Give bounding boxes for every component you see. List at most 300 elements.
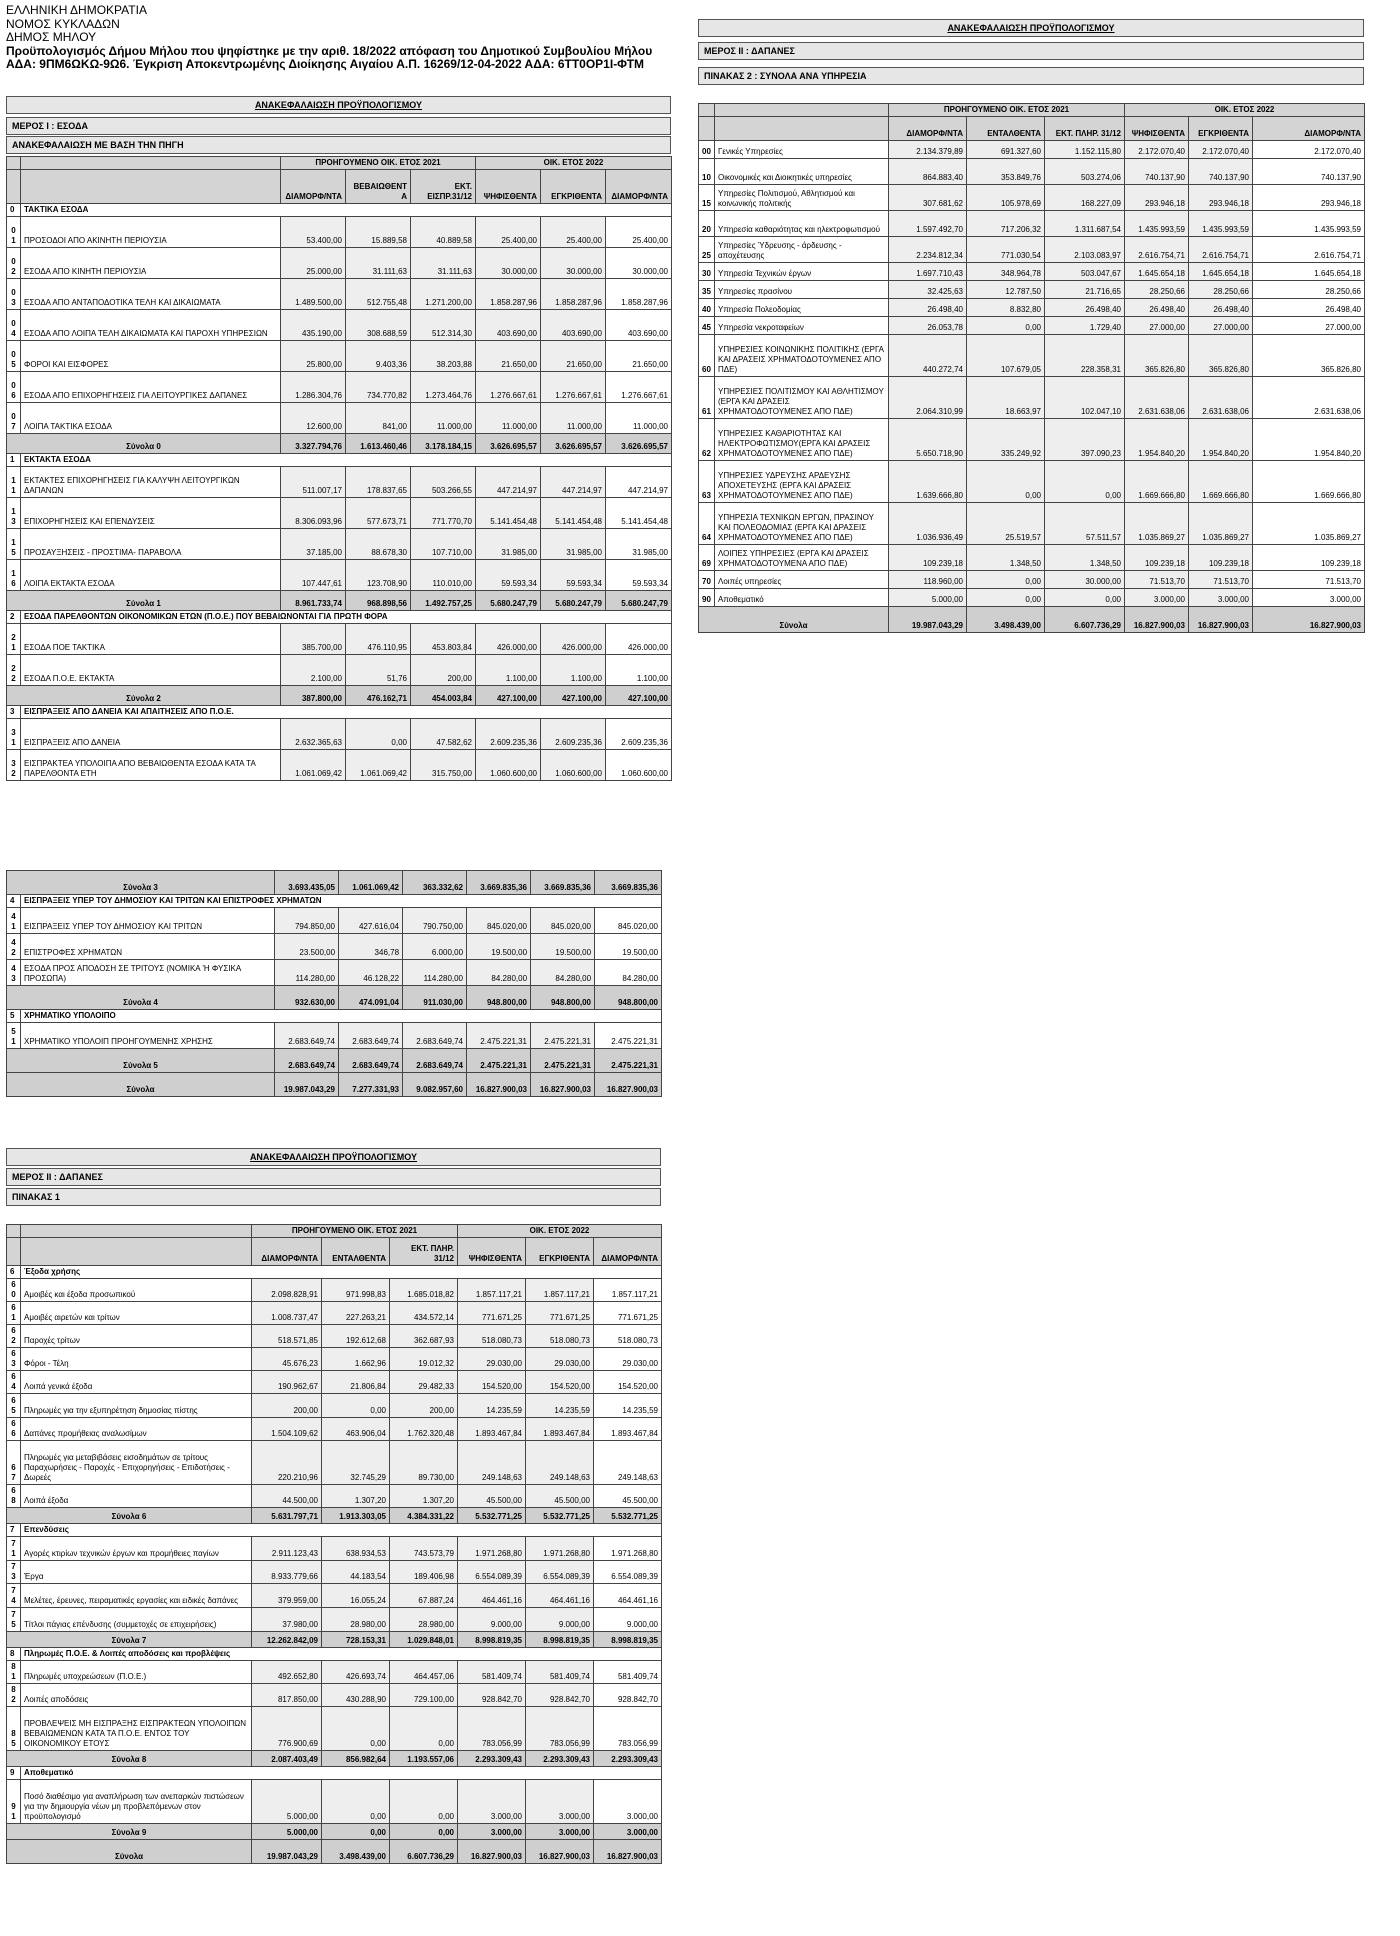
services-part-bar: ΜΕΡΟΣ ΙΙ : ΔΑΠΑΝΕΣ [698, 42, 1364, 60]
total-value: 8.998.819,35 [594, 1632, 662, 1648]
table-row [7, 310, 672, 341]
row-label: Υπηρεσίες πρασίνου [715, 281, 889, 299]
row-value: 2.475.221,31 [467, 1023, 531, 1049]
row-label: Φόροι - Τέλη [21, 1348, 252, 1371]
row-value: 25.800,00 [281, 341, 346, 372]
row-value: 397.090,23 [1045, 419, 1125, 461]
row-code: 63 [699, 461, 715, 503]
table-row [7, 624, 672, 655]
row-label: ΕΙΣΠΡΑΞΕΙΣ ΥΠΕΡ ΤΟΥ ΔΗΜΟΣΙΟΥ ΚΑΙ ΤΡΙΤΩΝ [21, 908, 275, 934]
row-value: 464.457,06 [390, 1661, 458, 1684]
header-row [699, 117, 1365, 141]
expenses-table-1 [6, 1224, 662, 1864]
column-header: ΕΚΤ. ΠΛΗΡ. 31/12 [1045, 117, 1125, 141]
total-label: Σύνολα 6 [7, 1508, 252, 1524]
row-value: 27.000,00 [1125, 317, 1189, 335]
row-code: 51 [7, 1023, 21, 1049]
row-code: 25 [699, 237, 715, 263]
row-value: 27.000,00 [1189, 317, 1253, 335]
total-label: Σύνολα 1 [7, 591, 281, 611]
row-value: 14.235,59 [526, 1394, 594, 1418]
row-value: 26.498,40 [1045, 299, 1125, 317]
row-value: 30.000,00 [476, 248, 541, 279]
row-value: 1.662,96 [322, 1348, 390, 1371]
row-value: 581.409,74 [594, 1661, 662, 1684]
row-value: 1.271.200,00 [411, 279, 476, 310]
total-value: 856.982,64 [322, 1751, 390, 1767]
column-header: ΕΝΤΑΛΘΕΝΤΑ [322, 1238, 390, 1266]
row-value: 6.554.089,39 [594, 1561, 662, 1584]
header-line: ΔΗΜΟΣ ΜΗΛΟΥ [6, 30, 97, 45]
row-code: 35 [699, 281, 715, 299]
total-row [7, 591, 672, 611]
row-label: ΠΡΟΒΛΕΨΕΙΣ ΜΗ ΕΙΣΠΡΑΞΗΣ ΕΙΣΠΡΑΚΤΕΩΝ ΥΠΟΛΟΙΠΩΝ ΒΕΒΑΙΩΜΕΝΩΝ ΚΑΤΑ ΤΑ Π.Ο.Ε. ΕΝΤΟΣ ΤΟΥ ΟΙΚΟΝΟΜΙΚΟΥ ΕΤΟΥΣ [21, 1707, 252, 1751]
section-row [7, 1767, 662, 1780]
row-value: 3.000,00 [594, 1780, 662, 1824]
total-value: 5.631.797,71 [252, 1508, 322, 1524]
row-value: 1.645.654,18 [1189, 263, 1253, 281]
row-value: 845.020,00 [595, 908, 662, 934]
row-value: 0,00 [390, 1707, 458, 1751]
row-value: 31.111,63 [346, 248, 411, 279]
row-label: ΛΟΙΠΑ ΕΚΤΑΚΤΑ ΕΣΟΔΑ [21, 560, 281, 591]
section-label: Επενδύσεις [21, 1524, 662, 1537]
row-value: 518.080,73 [458, 1325, 526, 1348]
row-code: 61 [699, 377, 715, 419]
total-row [7, 871, 662, 895]
table-row [699, 571, 1365, 589]
row-value: 1.276.667,61 [606, 372, 672, 403]
row-value: 771.671,25 [458, 1302, 526, 1325]
section-row [7, 706, 672, 719]
total-row [7, 1751, 662, 1767]
total-value: 5.680.247,79 [476, 591, 541, 611]
row-label: Τίτλοι πάγιας επένδυσης (συμμετοχές σε επιχειρήσεις) [21, 1608, 252, 1632]
row-value: 512.314,30 [411, 310, 476, 341]
row-code: 15 [7, 529, 21, 560]
table-row [7, 217, 672, 248]
total-value: 5.532.771,25 [526, 1508, 594, 1524]
row-code: 03 [7, 279, 21, 310]
row-value: 114.280,00 [275, 960, 339, 986]
row-value: 5.000,00 [889, 589, 967, 607]
row-value: 107.679,05 [967, 335, 1045, 377]
row-label: Υπηρεσία καθαριότητας και ηλεκτροφωτισμού [715, 211, 889, 237]
header-blank [7, 1238, 21, 1266]
row-value: 362.687,93 [390, 1325, 458, 1348]
row-code: 04 [7, 310, 21, 341]
row-code: 74 [7, 1584, 21, 1608]
row-value: 14.235,59 [594, 1394, 662, 1418]
row-label: ΕΣΟΔΑ ΑΠΟ ΛΟΙΠΑ ΤΕΛΗ ΔΙΚΑΙΩΜΑΤΑ ΚΑΙ ΠΑΡΟΧΗ ΥΠΗΡΕΣΙΩΝ [21, 310, 281, 341]
row-value: 1.307,20 [390, 1485, 458, 1508]
row-label: Αμοιβές και έξοδα προσωπικού [21, 1279, 252, 1302]
expenses-part-bar: ΜΕΡΟΣ ΙΙ : ΔΑΠΑΝΕΣ [6, 1168, 661, 1186]
row-value: 107.447,61 [281, 560, 346, 591]
total-value: 5.532.771,25 [458, 1508, 526, 1524]
total-value: 5.000,00 [252, 1824, 322, 1840]
total-value: 1.913.303,05 [322, 1508, 390, 1524]
row-value: 8.306.093,96 [281, 498, 346, 529]
table-row [699, 281, 1365, 299]
row-value: 1.971.268,80 [594, 1537, 662, 1561]
row-value: 435.190,00 [281, 310, 346, 341]
row-value: 21.650,00 [541, 341, 606, 372]
total-value: 0,00 [390, 1824, 458, 1840]
row-value: 426.000,00 [606, 624, 672, 655]
row-value: 2.475.221,31 [595, 1023, 662, 1049]
row-value: 0,00 [322, 1707, 390, 1751]
total-value: 1.029.848,01 [390, 1632, 458, 1648]
row-value: 178.837,65 [346, 467, 411, 498]
total-label: Σύνολα 9 [7, 1824, 252, 1840]
revenue-table-continued [6, 870, 662, 1097]
row-code: 71 [7, 1537, 21, 1561]
table-row [7, 934, 662, 960]
row-value: 9.403,36 [346, 341, 411, 372]
table-row [7, 1584, 662, 1608]
row-value: 1.954.840,20 [1253, 419, 1365, 461]
row-value: 864.883,40 [889, 159, 967, 185]
row-value: 1.307,20 [322, 1485, 390, 1508]
table-row [7, 1684, 662, 1707]
row-value: 38.203,88 [411, 341, 476, 372]
row-value: 249.148,63 [526, 1441, 594, 1485]
row-value: 2.683.649,74 [403, 1023, 467, 1049]
total-value: 9.082.957,60 [403, 1073, 467, 1097]
row-value: 228.358,31 [1045, 335, 1125, 377]
row-value: 107.710,00 [411, 529, 476, 560]
table-row [699, 185, 1365, 211]
table-row [7, 1302, 662, 1325]
total-value: 0,00 [322, 1824, 390, 1840]
total-label: Σύνολα 2 [7, 686, 281, 706]
total-value: 427.100,00 [541, 686, 606, 706]
table-row [699, 299, 1365, 317]
row-value: 29.030,00 [594, 1348, 662, 1371]
row-value: 29.482,33 [390, 1371, 458, 1394]
row-value: 2.631.638,06 [1189, 377, 1253, 419]
row-value: 0,00 [1045, 589, 1125, 607]
row-value: 71.513,70 [1253, 571, 1365, 589]
section-row [7, 611, 672, 624]
row-code: 32 [7, 750, 21, 781]
row-value: 734.770,82 [346, 372, 411, 403]
row-label: Πληρωμές υποχρεώσεων (Π.Ο.Ε.) [21, 1661, 252, 1684]
row-value: 346,78 [339, 934, 403, 960]
total-value: 5.680.247,79 [606, 591, 672, 611]
row-code: 70 [699, 571, 715, 589]
table-row [7, 1441, 662, 1485]
row-value: 31.111,63 [411, 248, 476, 279]
row-value: 783.056,99 [458, 1707, 526, 1751]
row-value: 192.612,68 [322, 1325, 390, 1348]
table-row [699, 461, 1365, 503]
row-value: 1.311.687,54 [1045, 211, 1125, 237]
row-value: 1.971.268,80 [526, 1537, 594, 1561]
row-value: 776.900,69 [252, 1707, 322, 1751]
row-value: 21.716,65 [1045, 281, 1125, 299]
total-label: Σύνολα [7, 1073, 275, 1097]
table-row [699, 545, 1365, 571]
total-value: 16.827.900,03 [526, 1840, 594, 1864]
section-row [7, 454, 672, 467]
row-value: 1.276.667,61 [476, 372, 541, 403]
row-value: 2.683.649,74 [339, 1023, 403, 1049]
row-value: 1.597.492,70 [889, 211, 967, 237]
row-value: 71.513,70 [1189, 571, 1253, 589]
row-value: 577.673,71 [346, 498, 411, 529]
header-row [7, 1225, 662, 1238]
row-value: 2.609.235,36 [606, 719, 672, 750]
row-value: 189.406,98 [390, 1561, 458, 1584]
row-value: 2.911.123,43 [252, 1537, 322, 1561]
total-label: Σύνολα 4 [7, 986, 275, 1010]
row-value: 1.286.304,76 [281, 372, 346, 403]
total-value: 4.384.331,22 [390, 1508, 458, 1524]
row-value: 771.671,25 [526, 1302, 594, 1325]
row-code: 11 [7, 467, 21, 498]
table-row [7, 1485, 662, 1508]
row-code: 10 [699, 159, 715, 185]
row-label: ΠΡΟΣΟΔΟΙ ΑΠΟ ΑΚΙΝΗΤΗ ΠΕΡΙΟΥΣΙΑ [21, 217, 281, 248]
row-label: ΕΣΟΔΑ ΑΠΟ ΕΠΙΧΟΡΗΓΗΣΕΙΣ ΓΙΑ ΛΕΙΤΟΥΡΓΙΚΕΣ ΔΑΠΑΝΕΣ [21, 372, 281, 403]
column-header: ΔΙΑΜΟΡΦ/ΝΤΑ [252, 1238, 322, 1266]
header-blank [7, 170, 21, 204]
row-value: 1.669.666,80 [1125, 461, 1189, 503]
row-value: 403.690,00 [606, 310, 672, 341]
row-value: 2.616.754,71 [1253, 237, 1365, 263]
row-label: ΛΟΙΠΕΣ ΥΠΗΡΕΣΙΕΣ (ΕΡΓΑ ΚΑΙ ΔΡΑΣΕΙΣ ΧΡΗΜΑΤΟΔΟΤΟΥΜΕΝΑ ΑΠΟ ΠΔΕ) [715, 545, 889, 571]
row-code: 62 [699, 419, 715, 461]
column-header: ΕΚΤ. ΠΛΗΡ. 31/12 [390, 1238, 458, 1266]
total-label: Σύνολα [699, 607, 889, 633]
row-label: Υπηρεσίες Ύδρευσης - άρδευσης - αποχέτευσης [715, 237, 889, 263]
row-value: 0,00 [1045, 461, 1125, 503]
total-value: 3.669.835,36 [467, 871, 531, 895]
row-value: 15.889,58 [346, 217, 411, 248]
row-code: 00 [699, 141, 715, 159]
row-value: 476.110,95 [346, 624, 411, 655]
total-value: 8.998.819,35 [458, 1632, 526, 1648]
row-code: 16 [7, 560, 21, 591]
header-row [699, 104, 1365, 117]
row-value: 1.893.467,84 [458, 1418, 526, 1441]
row-label: ΥΠΗΡΕΣΙΑ ΤΕΧΝΙΚΩΝ ΕΡΓΩΝ, ΠΡΑΣΙΝΟΥ ΚΑΙ ΠΟΛΕΟΔΟΜΙΑΣ (ΕΡΓΑ ΚΑΙ ΔΡΑΣΕΙΣ ΧΡΗΜΑΤΟΔΟΤΟΥΜΕΝΕΣ ΑΠΟ ΠΔΕ) [715, 503, 889, 545]
row-value: 12.600,00 [281, 403, 346, 434]
row-label: ΦΟΡΟΙ ΚΑΙ ΕΙΣΦΟΡΕΣ [21, 341, 281, 372]
row-label: ΕΙΣΠΡΑΞΕΙΣ ΑΠΟ ΔΑΝΕΙΑ [21, 719, 281, 750]
row-label: ΕΚΤΑΚΤΕΣ ΕΠΙΧΟΡΗΓΗΣΕΙΣ ΓΙΑ ΚΑΛΥΨΗ ΛΕΙΤΟΥΡΓΙΚΩΝ ΔΑΠΑΝΩΝ [21, 467, 281, 498]
column-header: ΨΗΦΙΣΘΕΝΤΑ [1125, 117, 1189, 141]
section-label: Έξοδα χρήσης [21, 1266, 662, 1279]
header-group-current-year: ΟΙΚ. ΕΤΟΣ 2022 [458, 1225, 662, 1238]
header-blank [7, 157, 21, 170]
table-row [699, 503, 1365, 545]
revenue-part-bar: ΜΕΡΟΣ Ι : ΕΣΟΔΑ [6, 117, 671, 135]
row-label: Γενικές Υπηρεσίες [715, 141, 889, 159]
row-value: 57.511,57 [1045, 503, 1125, 545]
table-row [7, 719, 672, 750]
row-value: 26.053,78 [889, 317, 967, 335]
row-value: 511.007,17 [281, 467, 346, 498]
row-value: 45.500,00 [526, 1485, 594, 1508]
total-value: 16.827.900,03 [595, 1073, 662, 1097]
row-value: 6.554.089,39 [526, 1561, 594, 1584]
row-value: 46.128,22 [339, 960, 403, 986]
row-value: 447.214,97 [606, 467, 672, 498]
total-row [7, 686, 672, 706]
row-value: 6.554.089,39 [458, 1561, 526, 1584]
total-value: 3.626.695,57 [541, 434, 606, 454]
row-label: Υπηρεσία Τεχνικών έργων [715, 263, 889, 281]
row-label: ΥΠΗΡΕΣΙΕΣ ΚΟΙΝΩΝΙΚΗΣ ΠΟΛΙΤΙΚΗΣ (ΕΡΓΑ ΚΑΙ ΔΡΑΣΕΙΣ ΧΡΗΜΑΤΟΔΟΤΟΥΜΕΝΕΣ ΑΠΟ ΠΔΕ) [715, 335, 889, 377]
total-value: 6.607.736,29 [390, 1840, 458, 1864]
total-label: Σύνολα 8 [7, 1751, 252, 1767]
total-row [7, 434, 672, 454]
row-value: 19.500,00 [595, 934, 662, 960]
row-code: 06 [7, 372, 21, 403]
row-value: 0,00 [967, 461, 1045, 503]
table-row [7, 467, 672, 498]
row-value: 743.573,79 [390, 1537, 458, 1561]
row-value: 426.693,74 [322, 1661, 390, 1684]
row-value: 16.055,24 [322, 1584, 390, 1608]
row-code: 75 [7, 1608, 21, 1632]
row-value: 2.064.310,99 [889, 377, 967, 419]
total-value: 948.800,00 [467, 986, 531, 1010]
header-group-prev-year: ΠΡΟΗΓΟΥΜΕΝΟ ΟΙΚ. ΕΤΟΣ 2021 [252, 1225, 458, 1238]
row-value: 2.632.365,63 [281, 719, 346, 750]
total-value: 3.626.695,57 [476, 434, 541, 454]
row-value: 2.616.754,71 [1189, 237, 1253, 263]
row-value: 492.652,80 [252, 1661, 322, 1684]
row-value: 28.250,66 [1253, 281, 1365, 299]
row-value: 447.214,97 [476, 467, 541, 498]
section-code: 6 [7, 1266, 21, 1279]
row-label: Υπηρεσία νεκροταφείων [715, 317, 889, 335]
row-value: 26.498,40 [889, 299, 967, 317]
row-value: 503.047,67 [1045, 263, 1125, 281]
row-value: 1.276.667,61 [541, 372, 606, 403]
total-value: 16.827.900,03 [1253, 607, 1365, 633]
row-value: 512.755,48 [346, 279, 411, 310]
row-label: Έργα [21, 1561, 252, 1584]
table-row [699, 211, 1365, 237]
row-value: 84.280,00 [467, 960, 531, 986]
header-blank [21, 157, 281, 170]
total-value: 16.827.900,03 [531, 1073, 595, 1097]
row-value: 11.000,00 [606, 403, 672, 434]
row-value: 40.889,58 [411, 217, 476, 248]
row-code: 67 [7, 1441, 21, 1485]
row-value: 447.214,97 [541, 467, 606, 498]
row-value: 307.681,62 [889, 185, 967, 211]
table-row [7, 1348, 662, 1371]
total-value: 3.669.835,36 [531, 871, 595, 895]
column-header: ΕΓΚΡΙΘΕΝΤΑ [541, 170, 606, 204]
total-value: 2.293.309,43 [594, 1751, 662, 1767]
row-code: 60 [7, 1279, 21, 1302]
total-value: 474.091,04 [339, 986, 403, 1010]
row-code: 63 [7, 1348, 21, 1371]
column-header: ΔΙΑΜΟΡΦ/ΝΤΑ [594, 1238, 662, 1266]
total-value: 948.800,00 [595, 986, 662, 1010]
table-row [7, 1661, 662, 1684]
row-value: 1.036.936,49 [889, 503, 967, 545]
row-value: 1.152.115,80 [1045, 141, 1125, 159]
total-label: Σύνολα 7 [7, 1632, 252, 1648]
total-value: 16.827.900,03 [458, 1840, 526, 1864]
row-value: 2.609.235,36 [541, 719, 606, 750]
row-value: 154.520,00 [594, 1371, 662, 1394]
row-value: 1.060.600,00 [541, 750, 606, 781]
row-value: 21.650,00 [476, 341, 541, 372]
expenses-table-label-bar: ΠΙΝΑΚΑΣ 1 [6, 1188, 661, 1206]
section-row [7, 204, 672, 217]
header-row [7, 170, 672, 204]
row-label: ΠΡΟΣΑΥΞΗΣΕΙΣ - ΠΡΟΣΤΙΜΑ- ΠΑΡΑΒΟΛΑ [21, 529, 281, 560]
total-label: Σύνολα 3 [7, 871, 275, 895]
row-value: 453.803,84 [411, 624, 476, 655]
row-value: 2.631.638,06 [1253, 377, 1365, 419]
header-line: ΝΟΜΟΣ ΚΥΚΛΑΔΩΝ [6, 16, 120, 31]
row-value: 518.571,85 [252, 1325, 322, 1348]
row-value: 740.137,90 [1253, 159, 1365, 185]
row-value: 21.650,00 [606, 341, 672, 372]
row-value: 3.000,00 [526, 1780, 594, 1824]
row-value: 114.280,00 [403, 960, 467, 986]
row-label: Λοιπές αποδόσεις [21, 1684, 252, 1707]
total-value: 911.030,00 [403, 986, 467, 1010]
section-code: 2 [7, 611, 21, 624]
row-label: Δαπάνες προμήθειας αναλωσίμων [21, 1418, 252, 1441]
expenses-title-bar: ΑΝΑΚΕΦΑΛΑΙΩΣΗ ΠΡΟΫΠΟΛΟΓΙΣΜΟΥ [6, 1148, 661, 1166]
row-value: 53.400,00 [281, 217, 346, 248]
row-label: ΕΣΟΔΑ ΑΠΟ ΑΝΤΑΠΟΔΟΤΙΚΑ ΤΕΛΗ ΚΑΙ ΔΙΚΑΙΩΜΑΤΑ [21, 279, 281, 310]
row-value: 123.708,90 [346, 560, 411, 591]
row-value: 365.826,80 [1253, 335, 1365, 377]
section-code: 0 [7, 204, 21, 217]
table-row [7, 279, 672, 310]
services-table-label-bar: ΠΙΝΑΚΑΣ 2 : ΣΥΝΟΛΑ ΑΝΑ ΥΠΗΡΕΣΙΑ [698, 67, 1364, 85]
total-row [7, 1073, 662, 1097]
row-value: 1.060.600,00 [606, 750, 672, 781]
row-value: 44.183,54 [322, 1561, 390, 1584]
row-value: 2.172.070,40 [1189, 141, 1253, 159]
table-row [699, 141, 1365, 159]
row-value: 31.985,00 [541, 529, 606, 560]
total-row [699, 607, 1365, 633]
total-value: 16.827.900,03 [1125, 607, 1189, 633]
table-row [699, 237, 1365, 263]
row-value: 2.134.379,89 [889, 141, 967, 159]
row-value: 5.141.454,48 [476, 498, 541, 529]
row-value: 2.234.812,34 [889, 237, 967, 263]
row-value: 220.210,96 [252, 1441, 322, 1485]
table-row [7, 1561, 662, 1584]
row-value: 1.100,00 [606, 655, 672, 686]
row-label: ΥΠΗΡΕΣΙΕΣ ΠΟΛΙΤΙΣΜΟΥ ΚΑΙ ΑΘΛΗΤΙΣΜΟΥ (ΕΡΓΑ ΚΑΙ ΔΡΑΣΕΙΣ ΧΡΗΜΑΤΟΔΟΤΟΥΜΕΝΕΣ ΑΠΟ ΠΔΕ) [715, 377, 889, 419]
row-value: 1.762.320,48 [390, 1418, 458, 1441]
row-value: 5.141.454,48 [541, 498, 606, 529]
row-value: 71.513,70 [1125, 571, 1189, 589]
table-row [7, 1707, 662, 1751]
row-value: 28.980,00 [322, 1608, 390, 1632]
row-value: 1.504.109,62 [252, 1418, 322, 1441]
row-code: 13 [7, 498, 21, 529]
row-value: 249.148,63 [458, 1441, 526, 1485]
